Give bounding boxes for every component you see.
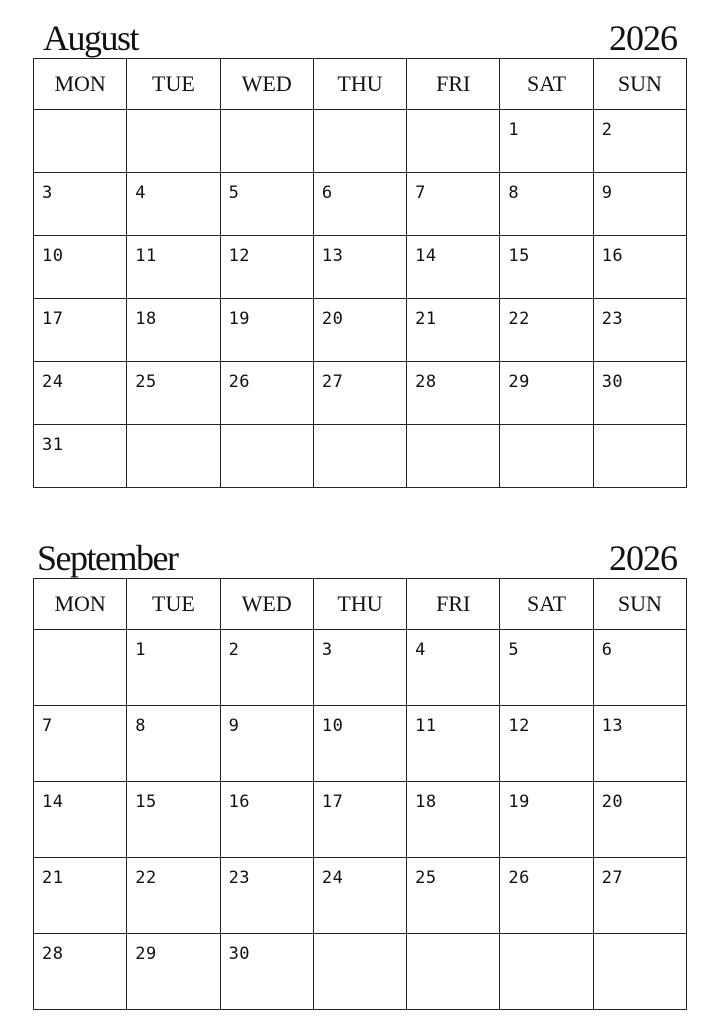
empty-day-cell <box>500 425 593 488</box>
day-number <box>407 425 499 455</box>
day-number: 4 <box>135 183 147 203</box>
day-number: 26 <box>228 372 251 392</box>
day-cell <box>34 236 127 299</box>
day-cell <box>593 782 686 858</box>
day-cell <box>34 934 127 1010</box>
day-number <box>221 425 313 455</box>
day-number <box>314 425 406 455</box>
day-number: 2 <box>601 120 613 140</box>
day-number: 14 <box>42 792 64 812</box>
day-cell <box>220 299 313 362</box>
day-number <box>127 110 219 140</box>
day-cell <box>500 362 593 425</box>
day-cell <box>220 236 313 299</box>
day-cell <box>220 630 313 706</box>
day-cell <box>500 706 593 782</box>
weekday-fri: FRI <box>407 59 500 110</box>
empty-day-cell <box>593 425 686 488</box>
day-cell <box>220 782 313 858</box>
day-cell <box>313 362 406 425</box>
weekday-wed: WED <box>220 59 313 110</box>
day-number: 19 <box>508 792 530 812</box>
day-number <box>34 110 126 140</box>
month-september <box>33 534 687 1010</box>
week-row <box>34 425 687 488</box>
day-cell <box>127 362 220 425</box>
weekday-wed: WED <box>220 579 313 630</box>
weekday-thu: THU <box>313 579 406 630</box>
weekday-sat: SAT <box>500 59 593 110</box>
day-number: 18 <box>415 792 437 812</box>
day-number <box>407 934 499 964</box>
week-row <box>34 236 687 299</box>
day-cell <box>313 706 406 782</box>
day-number: 12 <box>508 716 530 736</box>
day-cell <box>500 236 593 299</box>
empty-day-cell <box>500 934 593 1010</box>
day-cell <box>313 299 406 362</box>
day-cell <box>34 425 127 488</box>
day-cell <box>593 299 686 362</box>
day-cell <box>593 173 686 236</box>
day-cell <box>500 299 593 362</box>
day-number: 11 <box>415 716 437 736</box>
day-cell <box>34 858 127 934</box>
day-cell <box>127 782 220 858</box>
day-cell <box>313 236 406 299</box>
day-number: 24 <box>42 372 64 392</box>
day-cell <box>593 236 686 299</box>
day-number: 4 <box>415 640 426 660</box>
calendar-grid <box>33 58 687 488</box>
day-number: 15 <box>508 246 530 266</box>
day-cell <box>220 173 313 236</box>
day-number: 1 <box>135 640 147 660</box>
empty-day-cell <box>313 110 406 173</box>
day-cell <box>407 362 500 425</box>
day-cell <box>407 299 500 362</box>
day-number: 20 <box>321 309 344 329</box>
week-row <box>34 934 687 1010</box>
day-number: 1 <box>508 120 520 140</box>
empty-day-cell <box>593 934 686 1010</box>
weekday-header-row <box>34 579 687 630</box>
empty-day-cell <box>34 110 127 173</box>
day-number: 31 <box>42 435 64 455</box>
weekday-fri: FRI <box>407 579 500 630</box>
day-number: 13 <box>321 246 344 266</box>
day-number: 28 <box>415 372 437 392</box>
week-row <box>34 630 687 706</box>
day-number: 6 <box>601 640 613 660</box>
week-row <box>34 299 687 362</box>
month-title: August <box>43 18 139 58</box>
day-number <box>500 425 592 455</box>
day-cell <box>500 630 593 706</box>
day-number: 16 <box>228 792 251 812</box>
day-number: 17 <box>321 792 344 812</box>
day-number: 7 <box>415 183 426 203</box>
day-cell <box>593 706 686 782</box>
day-cell <box>220 362 313 425</box>
day-number: 27 <box>601 868 624 888</box>
day-number: 3 <box>42 183 53 203</box>
day-number: 17 <box>42 309 64 329</box>
week-row <box>34 858 687 934</box>
day-cell <box>593 110 686 173</box>
day-number: 28 <box>42 944 64 964</box>
day-number: 7 <box>42 716 53 736</box>
day-cell <box>127 630 220 706</box>
day-number: 13 <box>601 716 624 736</box>
day-number: 11 <box>135 246 157 266</box>
day-number: 8 <box>135 716 147 736</box>
day-cell <box>407 782 500 858</box>
day-number <box>127 425 219 455</box>
day-number: 12 <box>228 246 251 266</box>
week-row <box>34 706 687 782</box>
day-cell <box>34 782 127 858</box>
calendar-grid <box>33 578 687 1010</box>
day-number: 30 <box>601 372 624 392</box>
day-number: 25 <box>415 868 437 888</box>
weekday-mon: MON <box>34 579 127 630</box>
day-number: 5 <box>228 183 240 203</box>
day-number: 29 <box>135 944 157 964</box>
day-number: 8 <box>508 183 520 203</box>
day-cell <box>220 934 313 1010</box>
empty-day-cell <box>220 110 313 173</box>
day-number: 10 <box>321 716 344 736</box>
weekday-tue: TUE <box>127 59 220 110</box>
weekday-header-row <box>34 59 687 110</box>
empty-day-cell <box>34 630 127 706</box>
week-row <box>34 362 687 425</box>
day-number <box>314 110 406 140</box>
empty-day-cell <box>127 425 220 488</box>
empty-day-cell <box>313 934 406 1010</box>
day-number: 15 <box>135 792 157 812</box>
day-cell <box>407 858 500 934</box>
day-cell <box>34 299 127 362</box>
day-number: 16 <box>601 246 624 266</box>
day-cell <box>127 706 220 782</box>
day-number: 23 <box>228 868 251 888</box>
day-number <box>594 425 686 455</box>
weekday-thu: THU <box>313 59 406 110</box>
day-number <box>314 934 406 964</box>
day-cell <box>34 362 127 425</box>
day-number: 10 <box>42 246 64 266</box>
day-number: 9 <box>228 716 240 736</box>
calendar-body <box>34 110 687 488</box>
day-number: 3 <box>321 640 333 660</box>
day-number: 2 <box>228 640 240 660</box>
day-cell <box>127 299 220 362</box>
day-number: 22 <box>508 309 530 329</box>
empty-day-cell <box>407 934 500 1010</box>
week-row <box>34 110 687 173</box>
day-cell <box>127 858 220 934</box>
day-number: 24 <box>321 868 344 888</box>
day-cell <box>407 630 500 706</box>
weekday-mon: MON <box>34 59 127 110</box>
day-cell <box>407 173 500 236</box>
empty-day-cell <box>407 425 500 488</box>
day-cell <box>34 173 127 236</box>
day-cell <box>313 858 406 934</box>
day-number <box>407 110 499 140</box>
day-number: 20 <box>601 792 624 812</box>
day-cell <box>313 173 406 236</box>
day-cell <box>500 858 593 934</box>
day-number: 27 <box>321 372 344 392</box>
weekday-sun: SUN <box>593 59 686 110</box>
day-number <box>34 630 126 660</box>
day-cell <box>593 630 686 706</box>
day-number: 21 <box>415 309 437 329</box>
day-cell <box>593 362 686 425</box>
day-number: 23 <box>601 309 624 329</box>
day-number: 5 <box>508 640 520 660</box>
day-cell <box>220 706 313 782</box>
day-cell <box>500 782 593 858</box>
day-number: 9 <box>601 183 613 203</box>
day-cell <box>313 782 406 858</box>
day-cell <box>34 706 127 782</box>
day-cell <box>407 706 500 782</box>
day-cell <box>500 173 593 236</box>
day-cell <box>220 858 313 934</box>
day-number <box>500 934 592 964</box>
weekday-sun: SUN <box>593 579 686 630</box>
day-cell <box>407 236 500 299</box>
day-number <box>221 110 313 140</box>
day-number: 18 <box>135 309 157 329</box>
week-row <box>34 782 687 858</box>
day-cell <box>127 934 220 1010</box>
year-label: 2026 <box>609 538 677 578</box>
day-cell <box>500 110 593 173</box>
month-header <box>33 14 687 58</box>
week-row <box>34 173 687 236</box>
empty-day-cell <box>220 425 313 488</box>
day-number: 29 <box>508 372 530 392</box>
empty-day-cell <box>127 110 220 173</box>
day-number: 26 <box>508 868 530 888</box>
empty-day-cell <box>407 110 500 173</box>
day-number: 14 <box>415 246 437 266</box>
month-august <box>33 14 687 488</box>
month-header <box>33 534 687 578</box>
weekday-sat: SAT <box>500 579 593 630</box>
day-number: 21 <box>42 868 64 888</box>
day-number: 30 <box>228 944 251 964</box>
empty-day-cell <box>313 425 406 488</box>
day-cell <box>127 236 220 299</box>
year-label: 2026 <box>609 18 677 58</box>
day-number: 6 <box>321 183 333 203</box>
day-cell <box>313 630 406 706</box>
day-number: 22 <box>135 868 157 888</box>
month-title: September <box>37 538 178 578</box>
day-cell <box>127 173 220 236</box>
day-number: 19 <box>228 309 251 329</box>
day-cell <box>593 858 686 934</box>
day-number <box>594 934 686 964</box>
calendar-body <box>34 630 687 1010</box>
day-number: 25 <box>135 372 157 392</box>
weekday-tue: TUE <box>127 579 220 630</box>
